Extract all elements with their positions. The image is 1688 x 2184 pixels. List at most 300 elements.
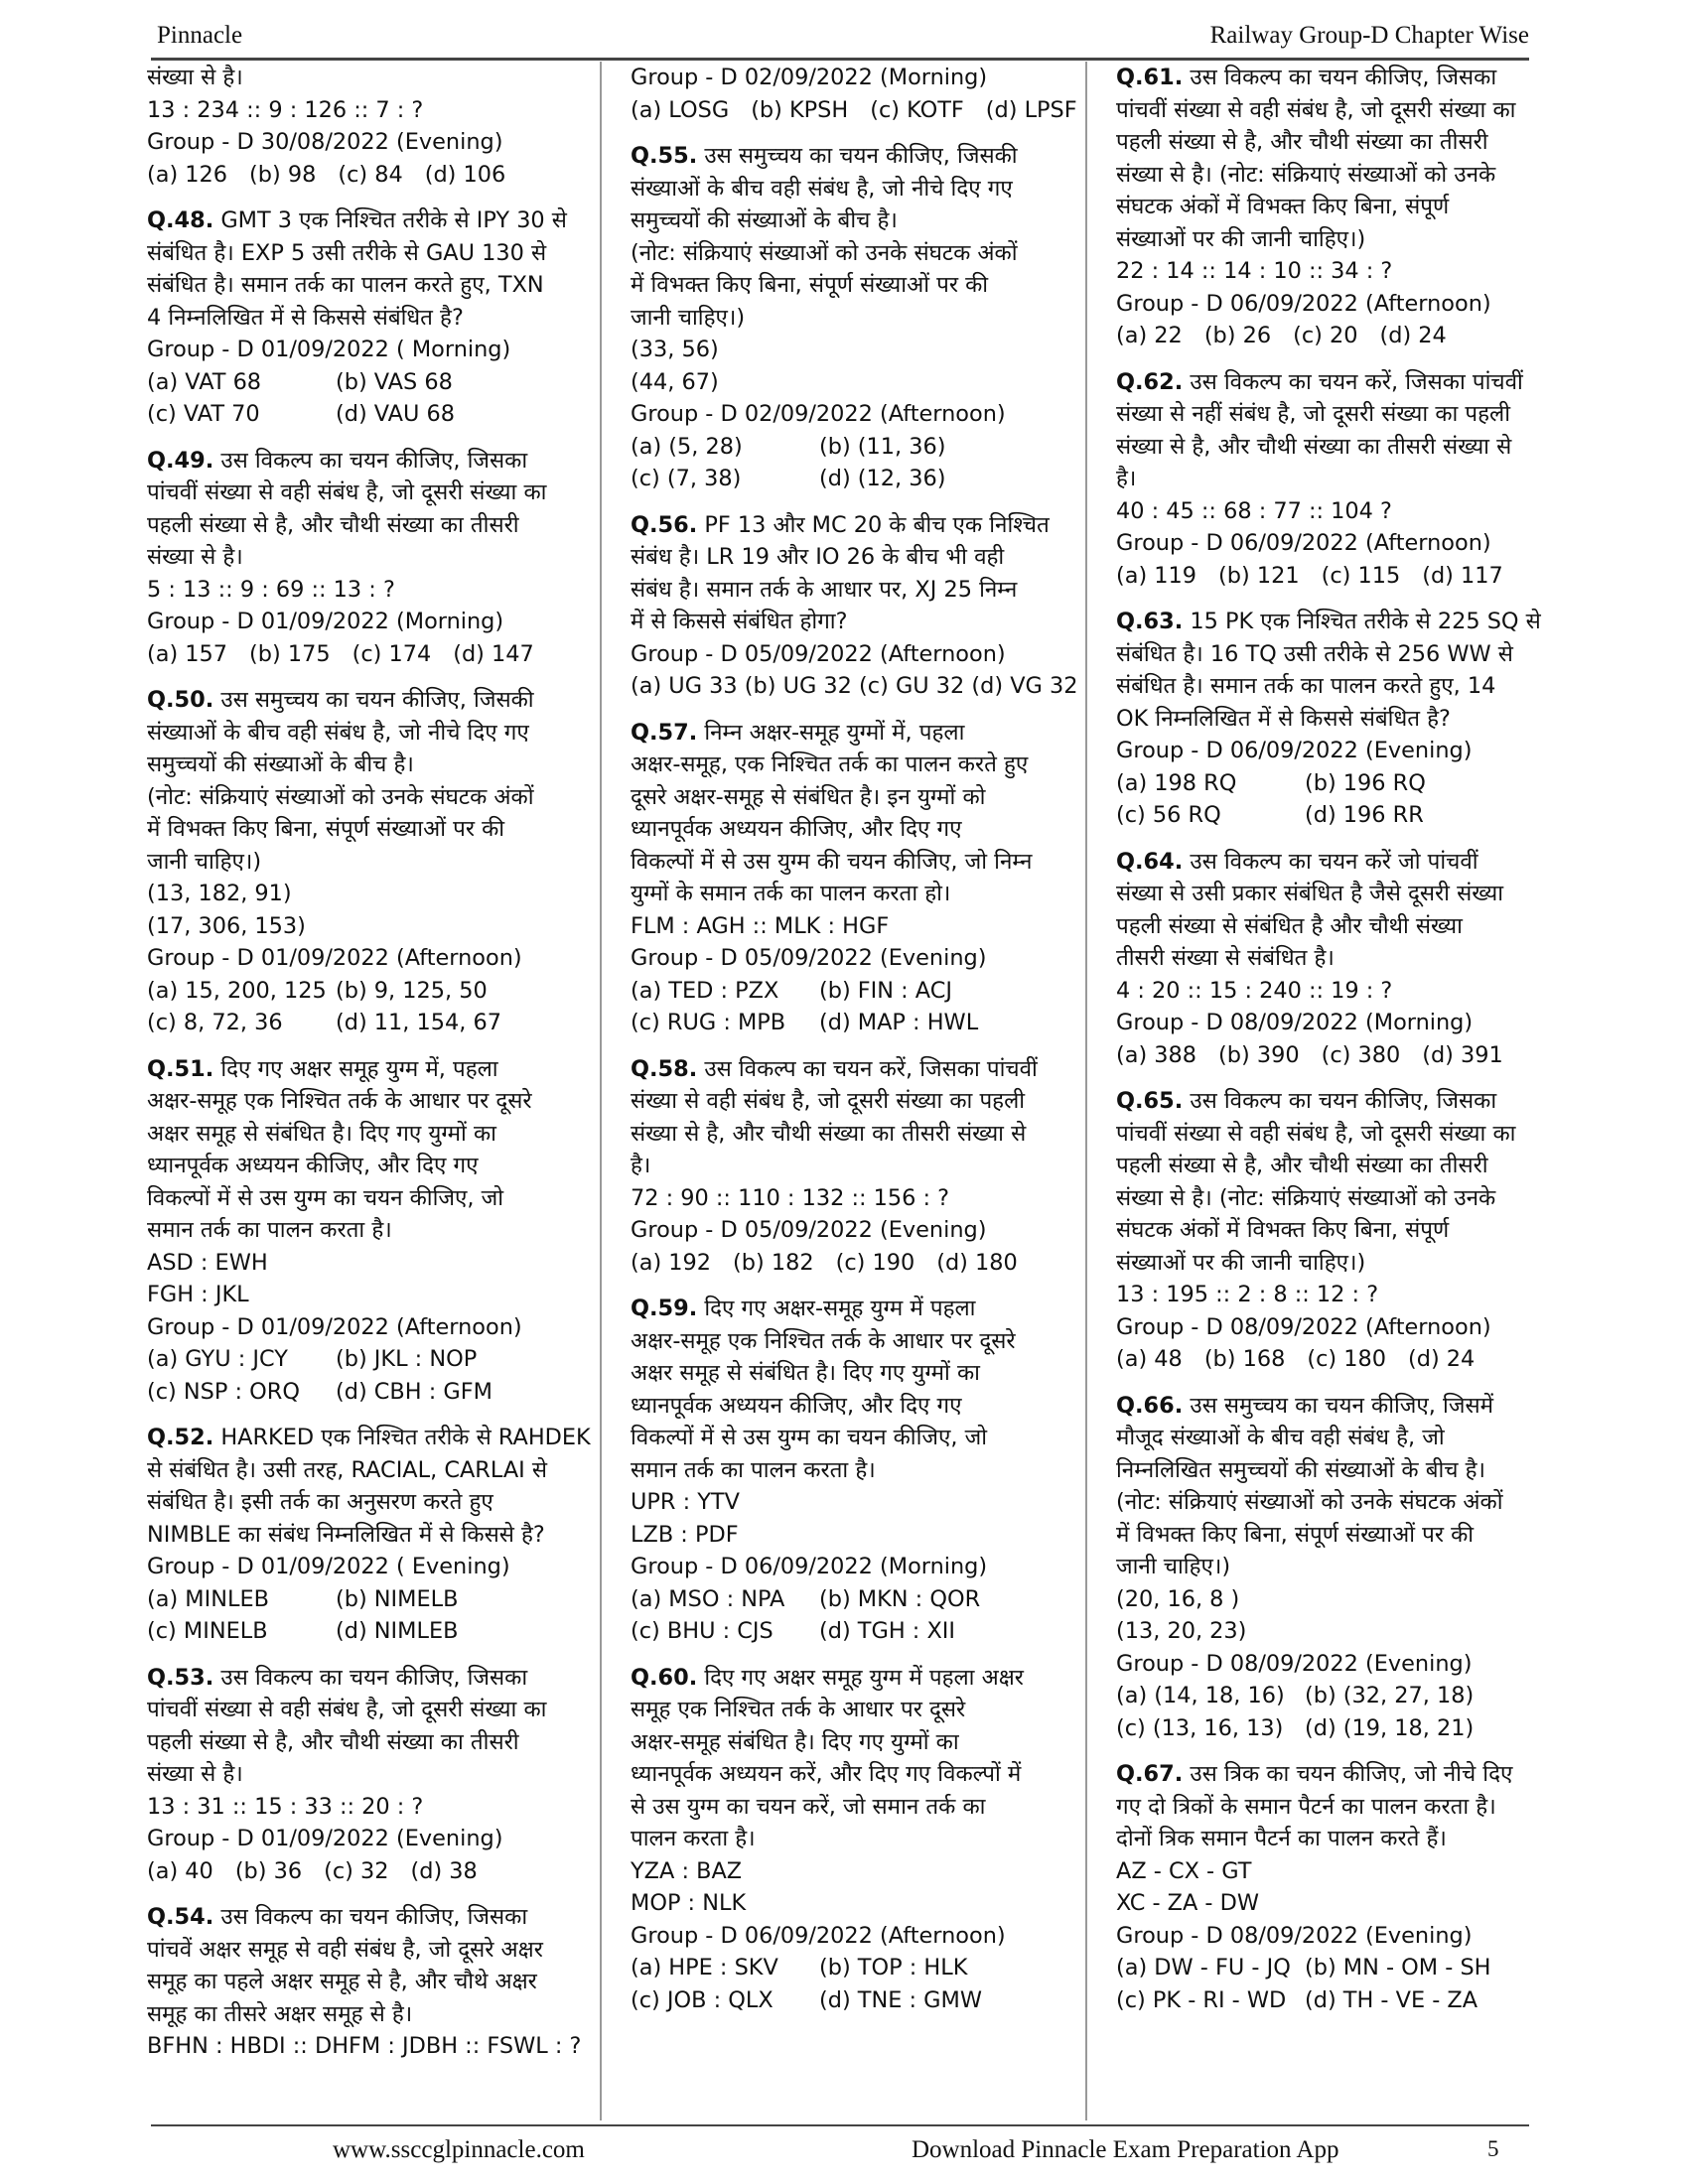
question-text-line: Group - D 05/09/2022 (Evening) xyxy=(631,1217,987,1243)
spacer xyxy=(631,703,1061,717)
option: (a) GYU : JCY xyxy=(147,1346,288,1372)
question-first-line xyxy=(147,205,578,237)
option: (a) VAT 68 xyxy=(147,368,262,395)
question-text-line: संख्या से है। (नोट: संक्रियाएं संख्याओं को उनके xyxy=(1116,1184,1496,1211)
option: (d) TNE : GMW xyxy=(819,1986,982,2013)
question-text-line: संख्याओं पर की जानी चाहिए।) xyxy=(1116,1249,1366,1276)
question-64 xyxy=(1116,846,1547,1072)
question-number: Q.48. xyxy=(147,207,214,233)
question-first-line xyxy=(1116,366,1547,399)
question-text-line: (44, 67) xyxy=(631,368,719,395)
question-text-line: Group - D 05/09/2022 (Afternoon) xyxy=(631,640,1006,667)
question-text-line: पहली संख्या से है, और चौथी संख्या का तीसरी xyxy=(147,1728,519,1755)
option: (b) 98 xyxy=(249,161,317,188)
question-60 xyxy=(631,1662,1061,2017)
option: (d) 147 xyxy=(453,640,534,667)
option: (b) JKL : NOP xyxy=(336,1346,478,1372)
question-text-line: दोनों त्रिक समान पैटर्न का पालन करते हैं। xyxy=(1116,1826,1447,1851)
question-text: दिए गए अक्षर समूह युग्म में, पहला xyxy=(213,1055,498,1082)
option: (b) 121 xyxy=(1218,562,1300,589)
question-text: दिए गए अक्षर समूह युग्म में पहला अक्षर xyxy=(697,1664,1024,1691)
question-56 xyxy=(631,509,1078,703)
option: (b) 390 xyxy=(1218,1041,1300,1068)
question-first-line xyxy=(631,509,1061,542)
options-row xyxy=(147,638,578,671)
option: (d) 196 RR xyxy=(1305,802,1424,828)
question-52 xyxy=(147,1422,591,1648)
question-text-line: समुच्चयों की संख्याओं के बीच है। xyxy=(147,751,414,777)
question-text-line: संख्या से उसी प्रकार संबंधित है जैसे दूसरी संख्या xyxy=(1116,881,1504,906)
question-text-line: विकल्पों में से उस युग्म का चयन कीजिए, जो xyxy=(147,1184,504,1211)
question-text-line: जानी चाहिए।) xyxy=(147,848,262,875)
question-first-line xyxy=(147,1662,578,1695)
option: (d) 117 xyxy=(1422,562,1503,589)
spacer xyxy=(1116,832,1547,846)
question-text-line: पहली संख्या से संबंधित है और चौथी संख्या xyxy=(1116,912,1463,939)
question-text-line: से उस युग्म का चयन करें, जो समान तर्क का xyxy=(631,1793,986,1820)
spacer xyxy=(1116,1071,1547,1085)
question-text-line: से संबंधित है। उसी तरह, RACIAL, CARLAI से xyxy=(147,1456,547,1483)
question-text-line: Group - D 08/09/2022 (Afternoon) xyxy=(1116,1313,1491,1340)
question-text-line: (33, 56) xyxy=(631,337,719,362)
spacer xyxy=(1116,352,1547,366)
options-row xyxy=(631,94,1077,127)
option: (c) VAT 70 xyxy=(147,401,260,427)
option: (a) (5, 28) xyxy=(631,433,743,460)
option: (c) 190 xyxy=(835,1249,915,1276)
options-row xyxy=(631,975,1061,1008)
question-text-line: पांचवें अक्षर समूह से वही संबंध है, जो दूसरे अक्षर xyxy=(147,1936,543,1963)
question-text-line: में विभक्त किए बिना, संपूर्ण संख्याओं पर की xyxy=(1116,1521,1475,1548)
question-text-line: तीसरी संख्या से संबंधित है। xyxy=(1116,945,1335,971)
options-row xyxy=(631,1984,1061,2017)
question-text-line: विकल्पों में से उस युग्म की चयन कीजिए, जो निम्न xyxy=(631,848,1033,875)
question-text-line: UPR : YTV xyxy=(631,1489,740,1515)
question-text-line: है। xyxy=(1116,466,1137,491)
question-first-line xyxy=(1116,846,1547,879)
question-first-line xyxy=(147,1422,591,1454)
footer-website[interactable]: www.ssccglpinnacle.com xyxy=(333,2136,585,2163)
question-number: Q.57. xyxy=(631,719,698,746)
question-number: Q.67. xyxy=(1116,1761,1184,1787)
question-text-line: पहली संख्या से है, और चौथी संख्या का तीसरी xyxy=(147,511,519,538)
options-row xyxy=(147,398,578,431)
question-number: Q.65. xyxy=(1116,1088,1184,1114)
question-text-line: 13 : 31 :: 15 : 33 :: 20 : ? xyxy=(147,1793,424,1820)
option: (c) MINELB xyxy=(147,1618,268,1644)
question-55 xyxy=(631,140,1061,495)
options-row xyxy=(1116,1343,1547,1376)
question-text: उस विकल्प का चयन करें, जिसका पांचवीं xyxy=(697,1055,1038,1082)
header-brand: Pinnacle xyxy=(157,22,243,49)
question-text-line: (नोट: संक्रियाएं संख्याओं को उनके संघटक अंकों xyxy=(1116,1489,1503,1515)
question-text: दिए गए अक्षर-समूह युग्म में पहला xyxy=(697,1296,976,1321)
question-text-line: संख्या से है। xyxy=(147,1761,243,1787)
option: (b) 36 xyxy=(234,1857,303,1884)
question-first-line xyxy=(1116,62,1547,94)
option: (a) 388 xyxy=(1116,1041,1197,1068)
option: (a) 40 xyxy=(147,1857,213,1884)
question-number: Q.52. xyxy=(147,1425,214,1450)
option: (c) 84 xyxy=(338,161,403,188)
options-row xyxy=(1116,1712,1547,1745)
question-text-line: (a) UG 33 (b) UG 32 (c) GU 32 (d) VG 32 xyxy=(631,673,1078,699)
spacer xyxy=(147,670,578,684)
option: (a) MSO : NPA xyxy=(631,1585,785,1612)
question-50 xyxy=(147,684,578,1039)
question-text-line: Group - D 06/09/2022 (Afternoon) xyxy=(1116,290,1491,317)
question-text: HARKED एक निश्चित तरीके से RAHDEK xyxy=(213,1425,591,1450)
options-row xyxy=(631,1952,1061,1984)
question-text-line: संख्याओं के बीच वही संबंध है, जो नीचे दिए गए xyxy=(147,719,529,746)
question-text-line: (13, 182, 91) xyxy=(147,881,292,906)
question-text: उस विकल्प का चयन कीजिए, जिसका xyxy=(1183,65,1497,90)
spacer xyxy=(1116,1376,1547,1390)
options-row xyxy=(631,1583,1061,1616)
options-row xyxy=(1116,1039,1547,1072)
options-row xyxy=(147,1343,578,1376)
question-text-line: 40 : 45 :: 68 : 77 :: 104 ? xyxy=(1116,497,1392,524)
footer-divider xyxy=(151,2124,1529,2126)
option: (a) 198 RQ xyxy=(1116,769,1237,796)
question-text-line: XC - ZA - DW xyxy=(1116,1890,1260,1916)
question-text: उस विकल्प का चयन कीजिए, जिसका xyxy=(213,1664,528,1691)
question-text-line: जानी चाहिए।) xyxy=(1116,1554,1231,1579)
question-text: निम्न अक्षर-समूह युग्मों में, पहला xyxy=(697,719,965,746)
option: (d) (19, 18, 21) xyxy=(1305,1714,1475,1741)
options-row xyxy=(1116,320,1547,352)
question-text-line: 13 : 195 :: 2 : 8 :: 12 : ? xyxy=(1116,1282,1379,1307)
question-text-line: Group - D 01/09/2022 (Evening) xyxy=(147,1826,503,1851)
spacer xyxy=(147,1887,578,1901)
question-54 xyxy=(147,1901,582,2063)
option: (a) TED : PZX xyxy=(631,977,779,1004)
option: (a) 126 xyxy=(147,161,228,188)
option: (a) 22 xyxy=(1116,323,1183,348)
option: (b) 182 xyxy=(733,1249,814,1276)
question-67 xyxy=(1116,1758,1547,2016)
option: (c) JOB : QLX xyxy=(631,1986,774,2013)
option: (d) (12, 36) xyxy=(819,466,946,491)
question-text-line: FLM : AGH :: MLK : HGF xyxy=(631,912,890,939)
question-text-line: Group - D 06/09/2022 (Afternoon) xyxy=(1116,530,1491,556)
spacer xyxy=(147,191,578,205)
question-first-line xyxy=(631,1293,1061,1325)
question-text-line: BFHN : HBDI :: DHFM : JDBH :: FSWL : ? xyxy=(147,2033,582,2059)
option: (d) 24 xyxy=(1379,323,1447,348)
continued-question xyxy=(631,62,1077,126)
question-first-line xyxy=(147,1053,578,1086)
question-first-line xyxy=(631,1662,1061,1695)
option: (d) TGH : XII xyxy=(819,1618,955,1644)
option: (b) 26 xyxy=(1203,323,1272,348)
question-number: Q.62. xyxy=(1116,368,1184,395)
question-text-line: पांचवीं संख्या से वही संबंध है, जो दूसरी संख्या का xyxy=(1116,1120,1516,1147)
option: (b) VAS 68 xyxy=(336,368,453,395)
option: (b) MN - OM - SH xyxy=(1305,1955,1491,1980)
spacer xyxy=(147,1039,578,1053)
option: (c) PK - RI - WD xyxy=(1116,1986,1287,2013)
question-text-line: में विभक्त किए बिना, संपूर्ण संख्याओं पर की xyxy=(147,816,505,842)
question-text-line: Group - D 08/09/2022 (Evening) xyxy=(1116,1922,1473,1949)
option: (a) 15, 200, 125 xyxy=(147,977,327,1004)
question-number: Q.55. xyxy=(631,143,698,169)
option: (d) NIMLEB xyxy=(336,1618,459,1644)
continued-question xyxy=(147,62,578,191)
question-text: उस विकल्प का चयन करें जो पांचवीं xyxy=(1183,848,1478,875)
options-row xyxy=(1116,560,1547,593)
question-text-line: अक्षर-समूह संबंधित है। दिए गए युग्मों का xyxy=(631,1728,959,1755)
question-number: Q.63. xyxy=(1116,609,1184,634)
question-text-line: संघटक अंकों में विभक्त किए बिना, संपूर्ण xyxy=(1116,1217,1450,1243)
question-text: उस समुच्चय का चयन कीजिए, जिसकी xyxy=(213,687,534,713)
question-text-line: NIMBLE का संबंध निम्नलिखित में से किससे है? xyxy=(147,1521,545,1548)
question-text-line: पहली संख्या से है, और चौथी संख्या का तीसरी xyxy=(1116,129,1488,155)
spacer xyxy=(147,1408,578,1422)
options-row xyxy=(631,463,1061,495)
question-text-line: संबंधित है। समान तर्क का पालन करते हुए, TXN xyxy=(147,272,544,298)
question-text-line: (13, 20, 23) xyxy=(1116,1618,1247,1644)
spacer xyxy=(631,1279,1061,1293)
spacer xyxy=(1116,592,1547,606)
option: (b) 196 RQ xyxy=(1305,769,1426,796)
question-text-line: (17, 306, 153) xyxy=(147,912,306,939)
option: (d) 106 xyxy=(424,161,506,188)
question-text: PF 13 और MC 20 के बीच एक निश्चित xyxy=(697,511,1050,538)
question-text-line: 4 निम्नलिखित में से किससे संबंधित है? xyxy=(147,304,464,331)
question-text-line: मौजूद संख्याओं के बीच वही संबंध है, जो xyxy=(1116,1425,1445,1450)
question-first-line xyxy=(147,684,578,717)
options-row xyxy=(1116,1952,1547,1984)
question-text-line: अक्षर समूह से संबंधित है। दिए गए युग्मों का xyxy=(631,1360,980,1386)
question-text-line: 22 : 14 :: 14 : 10 :: 34 : ? xyxy=(1116,258,1393,284)
question-text-line: MOP : NLK xyxy=(631,1890,747,1916)
question-text-line: संख्या से है। (नोट: संक्रियाएं संख्याओं को उनके xyxy=(1116,161,1496,188)
question-text-line: 13 : 234 :: 9 : 126 :: 7 : ? xyxy=(147,96,424,123)
option: (a) MINLEB xyxy=(147,1585,269,1612)
question-text-line: समूह का तीसरे अक्षर समूह से है। xyxy=(147,2000,413,2027)
question-number: Q.53. xyxy=(147,1664,214,1691)
options-row xyxy=(631,1615,1061,1648)
question-61 xyxy=(1116,62,1547,352)
question-text-line: समुच्चयों की संख्याओं के बीच है। xyxy=(631,207,898,233)
option: (c) 174 xyxy=(352,640,432,667)
question-text-line: Group - D 01/09/2022 (Morning) xyxy=(147,609,504,634)
question-number: Q.59. xyxy=(631,1296,698,1321)
footer-app-promo: Download Pinnacle Exam Preparation App xyxy=(912,2136,1339,2163)
option: (a) LOSG xyxy=(631,96,730,123)
spacer xyxy=(631,1039,1061,1053)
option: (c) (7, 38) xyxy=(631,466,742,491)
question-63 xyxy=(1116,606,1547,832)
option: (d) 180 xyxy=(936,1249,1018,1276)
option: (b) TOP : HLK xyxy=(819,1955,968,1980)
option: (a) HPE : SKV xyxy=(631,1955,778,1980)
spacer xyxy=(147,431,578,445)
question-text-line: (नोट: संक्रियाएं संख्याओं को उनके संघटक अंकों xyxy=(147,783,534,810)
question-text-line: संख्या से है, और चौथी संख्या का तीसरी संख्या से xyxy=(1116,433,1512,460)
option: (b) 9, 125, 50 xyxy=(336,977,488,1004)
question-number: Q.50. xyxy=(147,687,214,713)
question-text: 15 PK एक निश्चित तरीके से 225 SQ से xyxy=(1183,609,1541,634)
question-text-line: Group - D 01/09/2022 ( Morning) xyxy=(147,337,511,362)
option: (b) FIN : ACJ xyxy=(819,977,952,1004)
question-text-line: अक्षर-समूह एक निश्चित तर्क के आधार पर दूसरे xyxy=(631,1327,1016,1354)
option: (d) 391 xyxy=(1422,1041,1503,1068)
question-text-line: ध्यानपूर्वक अध्ययन करें, और दिए गए विकल्पों में xyxy=(631,1761,1022,1787)
question-text-line: संख्याओं के बीच वही संबंध है, जो नीचे दिए गए xyxy=(631,175,1013,202)
question-text: उस विकल्प का चयन कीजिए, जिसका xyxy=(213,1904,528,1930)
question-text-line: संख्या से है। xyxy=(147,544,243,570)
question-text-line: संबंधित है। इसी तर्क का अनुसरण करते हुए xyxy=(147,1489,493,1515)
options-row xyxy=(1116,1680,1547,1712)
option: (c) 115 xyxy=(1321,562,1401,589)
option: (c) 8, 72, 36 xyxy=(147,1010,283,1035)
option: (b) (11, 36) xyxy=(819,433,946,460)
options-row xyxy=(147,1007,578,1039)
question-text-line: अक्षर-समूह एक निश्चित तर्क के आधार पर दूसरे xyxy=(147,1088,532,1114)
question-text-line: ध्यानपूर्वक अध्ययन कीजिए, और दिए गए xyxy=(147,1153,479,1178)
question-text-line: निम्नलिखित समुच्चयों की संख्याओं के बीच है। xyxy=(1116,1456,1486,1483)
question-57 xyxy=(631,717,1061,1039)
options-row xyxy=(147,1376,578,1409)
option: (d) 24 xyxy=(1408,1346,1476,1372)
question-text-line: संबंधित है। समान तर्क का पालन करते हुए, 14 xyxy=(1116,673,1496,699)
question-number: Q.58. xyxy=(631,1055,698,1082)
column-divider xyxy=(600,62,602,2120)
option: (c) 20 xyxy=(1293,323,1358,348)
option: (a) (14, 18, 16) xyxy=(1116,1683,1285,1708)
question-first-line xyxy=(1116,1085,1547,1118)
question-58 xyxy=(631,1053,1061,1280)
question-text-line: समान तर्क का पालन करता है। xyxy=(631,1456,876,1483)
option: (c) RUG : MPB xyxy=(631,1010,786,1035)
question-text-line: संघटक अंकों में विभक्त किए बिना, संपूर्ण xyxy=(1116,194,1450,219)
question-text-line: YZA : BAZ xyxy=(631,1857,743,1884)
question-62 xyxy=(1116,366,1547,593)
question-text-line: पांचवीं संख्या से वही संबंध है, जो दूसरी संख्या का xyxy=(1116,96,1516,123)
option: (a) 48 xyxy=(1116,1346,1183,1372)
question-text-line: युग्मों के समान तर्क का पालन करता हो। xyxy=(631,881,951,906)
options-row xyxy=(147,1583,578,1616)
option: (b) MKN : QOR xyxy=(819,1585,981,1612)
option: (d) 38 xyxy=(410,1857,478,1884)
question-text-line: Group - D 02/09/2022 (Morning) xyxy=(631,65,988,90)
column-left xyxy=(147,62,591,2122)
options-row xyxy=(147,1855,578,1888)
question-first-line xyxy=(631,1053,1061,1086)
column-divider xyxy=(1085,62,1087,2120)
option: (d) MAP : HWL xyxy=(819,1010,979,1035)
question-text: उस विकल्प का चयन कीजिए, जिसका xyxy=(1183,1088,1497,1114)
options-row xyxy=(1116,767,1547,800)
question-text: उस विकल्प का चयन करें, जिसका पांचवीं xyxy=(1183,368,1523,395)
question-number: Q.54. xyxy=(147,1904,214,1930)
option: (d) VAU 68 xyxy=(336,401,455,427)
question-text-line: Group - D 01/09/2022 (Afternoon) xyxy=(147,1313,522,1340)
option: (b) NIMELB xyxy=(336,1585,459,1612)
question-number: Q.64. xyxy=(1116,848,1184,875)
option: (c) 56 RQ xyxy=(1116,802,1221,828)
question-text-line: संबंधित है। 16 TQ उसी तरीके से 256 WW से xyxy=(1116,640,1513,667)
question-text-line: में से किससे संबंधित होगा? xyxy=(631,609,848,634)
question-text-line: समान तर्क का पालन करता है। xyxy=(147,1217,392,1243)
options-row xyxy=(1116,1984,1547,2017)
column-right xyxy=(1116,62,1547,2122)
question-number: Q.51. xyxy=(147,1055,214,1082)
option: (c) (13, 16, 13) xyxy=(1116,1714,1284,1741)
question-53 xyxy=(147,1662,578,1888)
question-number: Q.60. xyxy=(631,1664,698,1691)
option: (a) 192 xyxy=(631,1249,712,1276)
spacer xyxy=(631,495,1061,509)
option: (c) 180 xyxy=(1307,1346,1386,1372)
question-first-line xyxy=(631,140,1061,173)
question-text-line: OK निम्नलिखित में से किससे संबंधित है? xyxy=(1116,705,1451,732)
question-text-line: ASD : EWH xyxy=(147,1249,268,1276)
question-text-line: दूसरे अक्षर-समूह से संबंधित है। इन युग्मों को xyxy=(631,783,986,810)
question-text-line: FGH : JKL xyxy=(147,1282,249,1307)
question-text-line: Group - D 08/09/2022 (Evening) xyxy=(1116,1650,1473,1677)
option: (b) (32, 27, 18) xyxy=(1305,1683,1475,1708)
question-65 xyxy=(1116,1085,1547,1376)
options-row xyxy=(631,1007,1061,1039)
question-first-line xyxy=(631,717,1061,750)
question-text: उस समुच्चय का चयन कीजिए, जिसकी xyxy=(697,143,1018,169)
header-title: Railway Group-D Chapter Wise xyxy=(1209,22,1529,49)
question-first-line xyxy=(147,1901,578,1934)
question-text-line: समूह का पहले अक्षर समूह से है, और चौथे अक्षर xyxy=(147,1969,537,1994)
question-48 xyxy=(147,205,578,431)
question-text: GMT 3 एक निश्चित तरीके से IPY 30 से xyxy=(213,207,567,233)
options-row xyxy=(1116,799,1547,832)
question-text: उस विकल्प का चयन कीजिए, जिसका xyxy=(213,447,528,474)
question-text-line: संबंध है। समान तर्क के आधार पर, XJ 25 निम्न xyxy=(631,576,1018,603)
question-first-line xyxy=(1116,1758,1547,1791)
spacer xyxy=(631,126,1061,140)
options-row xyxy=(631,1247,1061,1280)
question-text-line: पांचवीं संख्या से वही संबंध है, जो दूसरी संख्या का xyxy=(147,479,547,505)
question-text-line: Group - D 06/09/2022 (Evening) xyxy=(1116,738,1473,763)
question-text-line: Group - D 01/09/2022 ( Evening) xyxy=(147,1554,510,1579)
option: (d) LPSF xyxy=(985,96,1077,123)
options-row xyxy=(147,159,578,192)
option: (d) CBH : GFM xyxy=(336,1378,492,1405)
options-row xyxy=(147,366,578,399)
question-number: Q.56. xyxy=(631,511,698,538)
spacer xyxy=(147,1648,578,1662)
header-divider xyxy=(151,58,1529,61)
question-text-line: (नोट: संक्रियाएं संख्याओं को उनके संघटक अंकों xyxy=(631,239,1018,266)
question-text-line: संख्याओं पर की जानी चाहिए।) xyxy=(1116,225,1366,252)
option: (c) BHU : CJS xyxy=(631,1618,774,1644)
question-text-line: अक्षर-समूह, एक निश्चित तर्क का पालन करते हुए xyxy=(631,751,1029,777)
option: (d) TH - VE - ZA xyxy=(1305,1986,1478,2013)
options-row xyxy=(147,1615,578,1648)
question-text-line: Group - D 08/09/2022 (Morning) xyxy=(1116,1010,1474,1035)
question-text-line: Group - D 30/08/2022 (Evening) xyxy=(147,129,503,155)
option: (a) 157 xyxy=(147,640,228,667)
option: (a) 119 xyxy=(1116,562,1197,589)
question-text-line: में विभक्त किए बिना, संपूर्ण संख्याओं पर की xyxy=(631,272,989,298)
question-text-line: LZB : PDF xyxy=(631,1521,739,1548)
question-number: Q.61. xyxy=(1116,65,1184,90)
question-text-line: संख्या से वही संबंध है, जो दूसरी संख्या का पहली xyxy=(631,1088,1026,1114)
question-number: Q.49. xyxy=(147,447,214,474)
option: (b) KPSH xyxy=(751,96,849,123)
option: (b) 168 xyxy=(1203,1346,1286,1372)
question-text-line: संख्या से नहीं संबंध है, जो दूसरी संख्या का पहली xyxy=(1116,401,1511,427)
